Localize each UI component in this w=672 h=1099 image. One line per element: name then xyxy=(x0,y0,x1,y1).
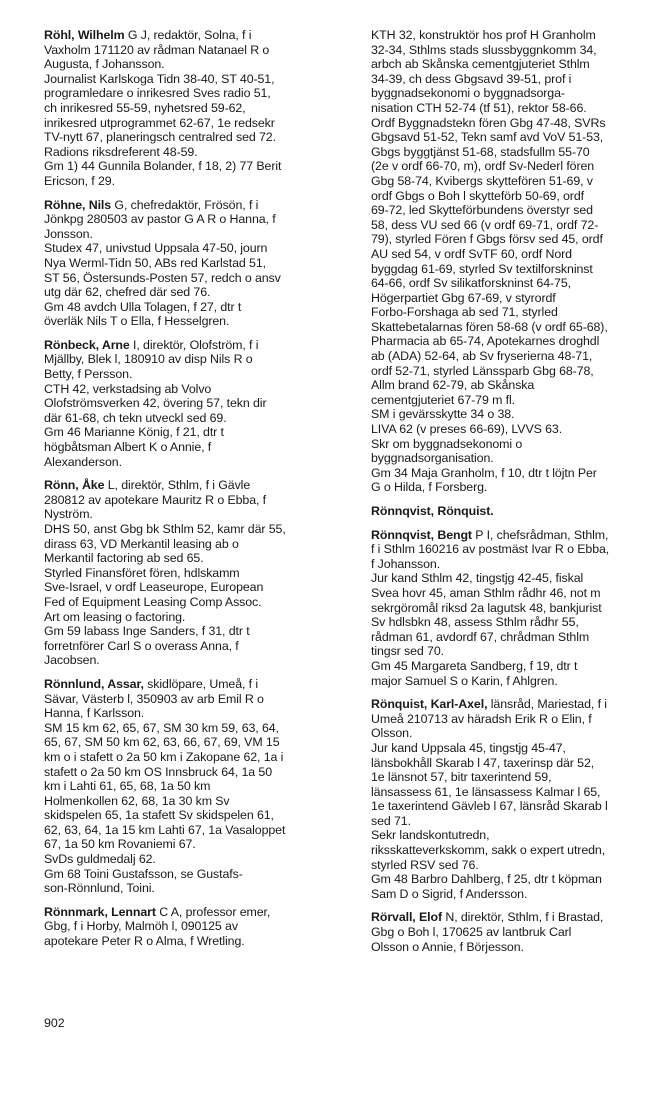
entry-line: Vaxholm 171120 av rådman Natanael R o xyxy=(44,42,270,57)
entry-line xyxy=(44,478,350,493)
entry-gap xyxy=(371,688,663,697)
entry-headword: Rönnmark, Lennart xyxy=(44,904,156,919)
entry-line: länsassess 61, 1e länsassess Kalmar l 65, xyxy=(371,784,601,799)
entry-line: Gbgs byggtjänst 51-68, stadsfullm 55-70 xyxy=(371,144,590,159)
entry-line: Jönkpg 280503 av pastor G A R o Hanna, f xyxy=(44,212,276,227)
biography-entry xyxy=(44,338,350,469)
entry-line: SM 15 km 62, 65, 67, SM 30 km 59, 63, 64, xyxy=(44,720,279,735)
entry-line: Gm 34 Maja Granholm, f 10, dtr t löjtn Per xyxy=(371,465,597,480)
entry-line: Journalist Karlskoga Tidn 38-40, ST 40-51, xyxy=(44,71,275,86)
entry-line: Styrled Finansföret fören, hdlskamm xyxy=(44,565,240,580)
page-number: 902 xyxy=(44,1016,65,1030)
entry-line: arbch ab Skånska cementgjuteriet Sthlm xyxy=(371,57,590,72)
entry-line: cementgjuteriet 67-79 m fl. xyxy=(371,392,515,407)
entry-line: Olsson. xyxy=(371,726,413,741)
biography-entry xyxy=(44,478,350,668)
entry-line: f i Sthlm 160216 av postmäst Ivar R o Ebba, xyxy=(371,542,610,557)
entry-line: Umeå 210713 av häradsh Erik R o Elin, f xyxy=(371,711,592,726)
entry-line: 280812 av apotekare Mauritz R o Ebba, f xyxy=(44,492,267,507)
entry-line: riksskatteverkskomm, sakk o expert utredn, xyxy=(371,843,606,858)
entry-line: SvDs guldmedalj 62. xyxy=(44,852,156,867)
entry-line: utg där 62, chefred där sed 76. xyxy=(44,285,211,300)
entry-line: Högerpartiet Gbg 67-69, v styrordf xyxy=(371,290,556,305)
entry-text: P I, chefsrådman, Sthlm, xyxy=(471,527,609,542)
entry-line: programledare o inrikesred Sves radio 51, xyxy=(44,86,271,101)
entry-line: rådman 61, avdordf 67, chrådman Sthlm xyxy=(371,629,590,644)
entry-line: Jur kand Sthlm 42, tingstjg 42-45, fiskal xyxy=(371,571,584,586)
biography-entry xyxy=(371,910,663,954)
entry-line: Svea hovr 45, aman Sthlm rådhr 46, not m xyxy=(371,585,601,600)
entry-line: KTH 32, konstruktör hos prof H Granholm xyxy=(371,28,596,42)
biography-entry xyxy=(44,28,350,189)
entry-headword: Röhne, Nils xyxy=(44,197,112,212)
entry-line: Betty, f Persson. xyxy=(44,367,133,382)
entry-line xyxy=(44,198,350,213)
entry-line: Art om leasing o factoring. xyxy=(44,609,186,624)
entry-line: G o Hilda, f Forsberg. xyxy=(371,480,488,495)
entry-line: 79), styrled Fören f Gbgs försv sed 45, ordf xyxy=(371,232,603,247)
entry-line: sed 71. xyxy=(371,813,411,828)
entry-line: Gm 48 Barbro Dahlberg, f 25, dtr t köpman xyxy=(371,872,602,887)
right-column xyxy=(371,28,663,954)
entry-line: Allm brand 62-79, ab Skånska xyxy=(371,378,535,393)
entry-text: G, chefredaktör, Frösön, f i xyxy=(111,197,259,212)
entry-line: inrikesred utprogrammet 62-67, 1e redsekr xyxy=(44,115,275,130)
entry-line: km i Lahti 61, 65, 68, 1a 50 km xyxy=(44,779,211,794)
entry-line: forretnförer Carl S o overass Anna, f xyxy=(44,638,239,653)
entry-line: nisation CTH 52-74 (tf 51), rektor 58-66. xyxy=(371,100,587,115)
entry-line: skidspelen 65, 1a stafett Sv skidspelen 61, xyxy=(44,808,274,823)
entry-line: byggdag 61-69, styrled Sv textilforskninst xyxy=(371,261,593,276)
entry-headword: Rönn, Åke xyxy=(44,478,105,493)
entry-gap xyxy=(371,495,663,504)
entry-line: Jonsson. xyxy=(44,226,93,241)
entry-headword: Rönquist, Karl-Axel, xyxy=(371,697,488,712)
entry-text: I, direktör, Olofström, f i xyxy=(129,337,259,352)
entry-text: länsråd, Mariestad, f i xyxy=(487,697,607,712)
entry-headword: Rönbeck, Arne xyxy=(44,337,130,352)
entry-line: TV-nytt 67, planeringsch centralred sed 72. xyxy=(44,130,276,145)
entry-line: Skr om byggnadsekonomi o xyxy=(371,436,523,451)
entry-line: 1e länsnot 57, bitr taxerintend 59, xyxy=(371,770,552,785)
entry-gap xyxy=(371,901,663,910)
entry-line: Pharmacia ab 65-74, Apotekarnes droghdl xyxy=(371,334,600,349)
entry-line xyxy=(371,528,663,543)
entry-line: ab (ADA) 52-64, ab Sv fryserierna 48-71, xyxy=(371,349,593,364)
biography-entry xyxy=(44,198,350,329)
entry-line: 58, dess VU sed 66 (v ordf 69-71, ordf 72- xyxy=(371,217,599,232)
entry-line: Sekr landskontutredn, xyxy=(371,828,490,843)
entry-line: SM i gevärsskytte 34 o 38. xyxy=(371,407,515,422)
entry-line: 67, 1a 50 km Rovaniemi 67. xyxy=(44,837,196,852)
entry-line: Olofströmsverken 42, övering 57, tekn dir xyxy=(44,396,267,411)
entry-line: ST 56, Östersunds-Posten 57, redch o ansv xyxy=(44,270,281,285)
entry-line: ordf 52-71, styrled Länssparb Gbg 68-78, xyxy=(371,363,594,378)
entry-line xyxy=(44,338,350,353)
entry-line: Merkantil factoring ab sed 65. xyxy=(44,551,204,566)
entry-line: f Johansson. xyxy=(371,556,441,571)
entry-line: högbåtsman Albert K o Annie, f xyxy=(44,440,212,455)
entry-line: Gm 45 Margareta Sandberg, f 19, dtr t xyxy=(371,658,578,673)
entry-line: 1e taxerintend Gävleb l 67, länsråd Skarab l xyxy=(371,799,608,814)
entry-line: Jur kand Uppsala 45, tingstjg 45-47, xyxy=(371,740,566,755)
entry-line: sekrgöromål riksd 2a lagutsk 48, bankjurist xyxy=(371,600,602,615)
entry-gap xyxy=(44,896,350,905)
entry-line: 32-34, Sthlms stads slussbyggnkomm 34, xyxy=(371,42,597,57)
entry-line: Olsson o Annie, f Börjesson. xyxy=(371,939,524,954)
entry-line: LIVA 62 (v preses 66-69), LVVS 63. xyxy=(371,422,563,437)
entry-gap xyxy=(371,519,663,528)
entry-line: överläk Nils T o Ella, f Hesselgren. xyxy=(44,314,230,329)
entry-line: Gm 59 labass Inge Sanders, f 31, dtr t xyxy=(44,624,250,639)
entry-line: DHS 50, anst Gbg bk Sthlm 52, kamr där 55, xyxy=(44,522,286,536)
entry-line: ordf Gbgs o Boh l skytteförb 50-69, ordf xyxy=(371,188,584,203)
entry-line xyxy=(371,697,663,712)
entry-line: 64-66, ordf Sv silikatforskninst 64-75, xyxy=(371,276,571,291)
entry-line: Gbgsavd 51-52, Tekn samf avd VoV 51-53, xyxy=(371,130,604,145)
entry-line: major Samuel S o Karin, f Ahlgren. xyxy=(371,673,558,688)
entry-line: 65, 67, SM 50 km 62, 63, 66, 67, 69, VM 15 xyxy=(44,735,280,750)
entry-line: Sam D o Sigrid, f Andersson. xyxy=(371,886,528,901)
entry-line: Ordf Byggnadstekn fören Gbg 47-48, SVRs xyxy=(371,115,606,130)
entry-line: son-Rönnlund, Toini. xyxy=(44,881,155,896)
entry-line: Gm 68 Toini Gustafsson, se Gustafs- xyxy=(44,866,243,881)
entry-gap xyxy=(44,189,350,198)
entry-line: Sve-Israel, v ordf Leaseurope, European xyxy=(44,580,264,595)
entry-line: dirass 63, VD Merkantil leasing ab o xyxy=(44,536,239,551)
entry-line: där 61-68, ch tekn utveckl sed 69. xyxy=(44,410,227,425)
entry-line: Augusta, f Johansson. xyxy=(44,57,165,72)
entry-line: Skattebetalarnas fören 58-68 (v ordf 65-68), xyxy=(371,319,608,334)
entry-line: 69-72, led Skytteförbundens överstyr sed xyxy=(371,203,593,218)
entry-line: tingsr sed 70. xyxy=(371,644,444,659)
entry-line: Ericson, f 29. xyxy=(44,173,115,188)
entry-line: (2e v ordf 66-70, m), ordf Sv-Nederl fören xyxy=(371,159,595,174)
biography-entry xyxy=(371,528,663,689)
entry-line: byggnadsekonomi o byggnadsorga- xyxy=(371,86,565,101)
entry-line: Forbo-Forshaga ab sed 71, styrled xyxy=(371,305,558,320)
entry-line: Radions riksdreferent 48-59. xyxy=(44,144,198,159)
entry-line xyxy=(44,905,350,920)
entry-gap xyxy=(44,668,350,677)
entry-line: Nya Werml-Tidn 50, ABs red Karlstad 51, xyxy=(44,255,266,270)
entry-line: Gm 46 Marianne König, f 21, dtr t xyxy=(44,425,224,440)
entry-headword: Röhl, Wilhelm xyxy=(44,28,125,42)
entry-line: CTH 42, verkstadsing ab Volvo xyxy=(44,381,212,396)
cross-reference-heading: Rönnqvist, Rönquist. xyxy=(371,504,494,518)
entry-line: Gbg 58-74, Kvibergs skyttefören 51-69, v xyxy=(371,173,593,188)
entry-line: Fed of Equipment Leasing Comp Assoc. xyxy=(44,594,262,609)
entry-line: ch inrikesred 55-59, nyhetsred 59-62, xyxy=(44,100,246,115)
entry-text: C A, professor emer, xyxy=(155,904,271,919)
entry-line: byggnadsorganisation. xyxy=(371,451,494,466)
entry-line: Alexanderson. xyxy=(44,454,122,469)
entry-text: skidlöpare, Umeå, f i xyxy=(143,676,259,691)
entry-line: Hanna, f Karlsson. xyxy=(44,706,145,721)
entry-line: 34-39, ch dess Gbgsavd 39-51, prof i xyxy=(371,71,572,86)
entry-line: Mjällby, Blek l, 180910 av disp Nils R o xyxy=(44,352,253,367)
entry-line: Gm 48 avdch Ulla Tolagen, f 27, dtr t xyxy=(44,299,242,314)
biography-entry xyxy=(371,697,663,901)
entry-line: 62, 63, 64, 1a 15 km Lahti 67, 1a Vasaloppet xyxy=(44,822,286,837)
entry-line: Gbg, f i Horby, Malmöh l, 090125 av xyxy=(44,919,238,934)
entry-text: N, direktör, Sthlm, f i Brastad, xyxy=(442,910,604,925)
entry-line xyxy=(44,677,350,692)
entry-headword: Rörvall, Elof xyxy=(371,910,442,925)
entry-line: Nyström. xyxy=(44,507,93,522)
entry-line: stafett o 2a 50 km OS Innsbruck 64, 1a 50 xyxy=(44,764,273,779)
entry-line xyxy=(371,910,663,925)
entry-line: Sv hdlsbkn 48, assess Sthlm rådhr 55, xyxy=(371,615,579,630)
entry-text: L, direktör, Sthlm, f i Gävle xyxy=(104,478,251,493)
entry-gap xyxy=(44,469,350,478)
entry-line xyxy=(44,28,350,43)
entry-headword: Rönnqvist, Bengt xyxy=(371,527,472,542)
entry-line: Jacobsen. xyxy=(44,653,100,668)
biography-entry xyxy=(44,905,350,949)
entry-line: styrled RSV sed 76. xyxy=(371,857,479,872)
left-column xyxy=(44,28,350,949)
entry-line: Studex 47, univstud Uppsala 47-50, journ xyxy=(44,241,268,256)
entry-line: AU sed 54, v ordf SvTF 60, ordf Nord xyxy=(371,246,572,261)
entry-line: apotekare Peter R o Alma, f Wretling. xyxy=(44,934,245,949)
entry-line: km o i stafett o 2a 50 km i Zakopane 62, 1a i xyxy=(44,749,284,764)
entry-headword: Rönnlund, Assar, xyxy=(44,676,144,691)
entry-line: Holmenkollen 62, 68, 1a 30 km Sv xyxy=(44,793,230,808)
entry-line: Gm 1) 44 Gunnila Bolander, f 18, 2) 77 Berit xyxy=(44,159,282,174)
biography-entry xyxy=(44,677,350,896)
entry-gap xyxy=(44,329,350,338)
entry-line: Gbg o Boh l, 170625 av lantbruk Carl xyxy=(371,925,572,940)
entry-line: Sävar, Västerb l, 350903 av arb Emil R o xyxy=(44,691,264,706)
entry-text: G J, redaktör, Solna, f i xyxy=(124,28,252,42)
entry-line: länsbokhåll Skarab l 47, taxerinsp där 52, xyxy=(371,755,595,770)
